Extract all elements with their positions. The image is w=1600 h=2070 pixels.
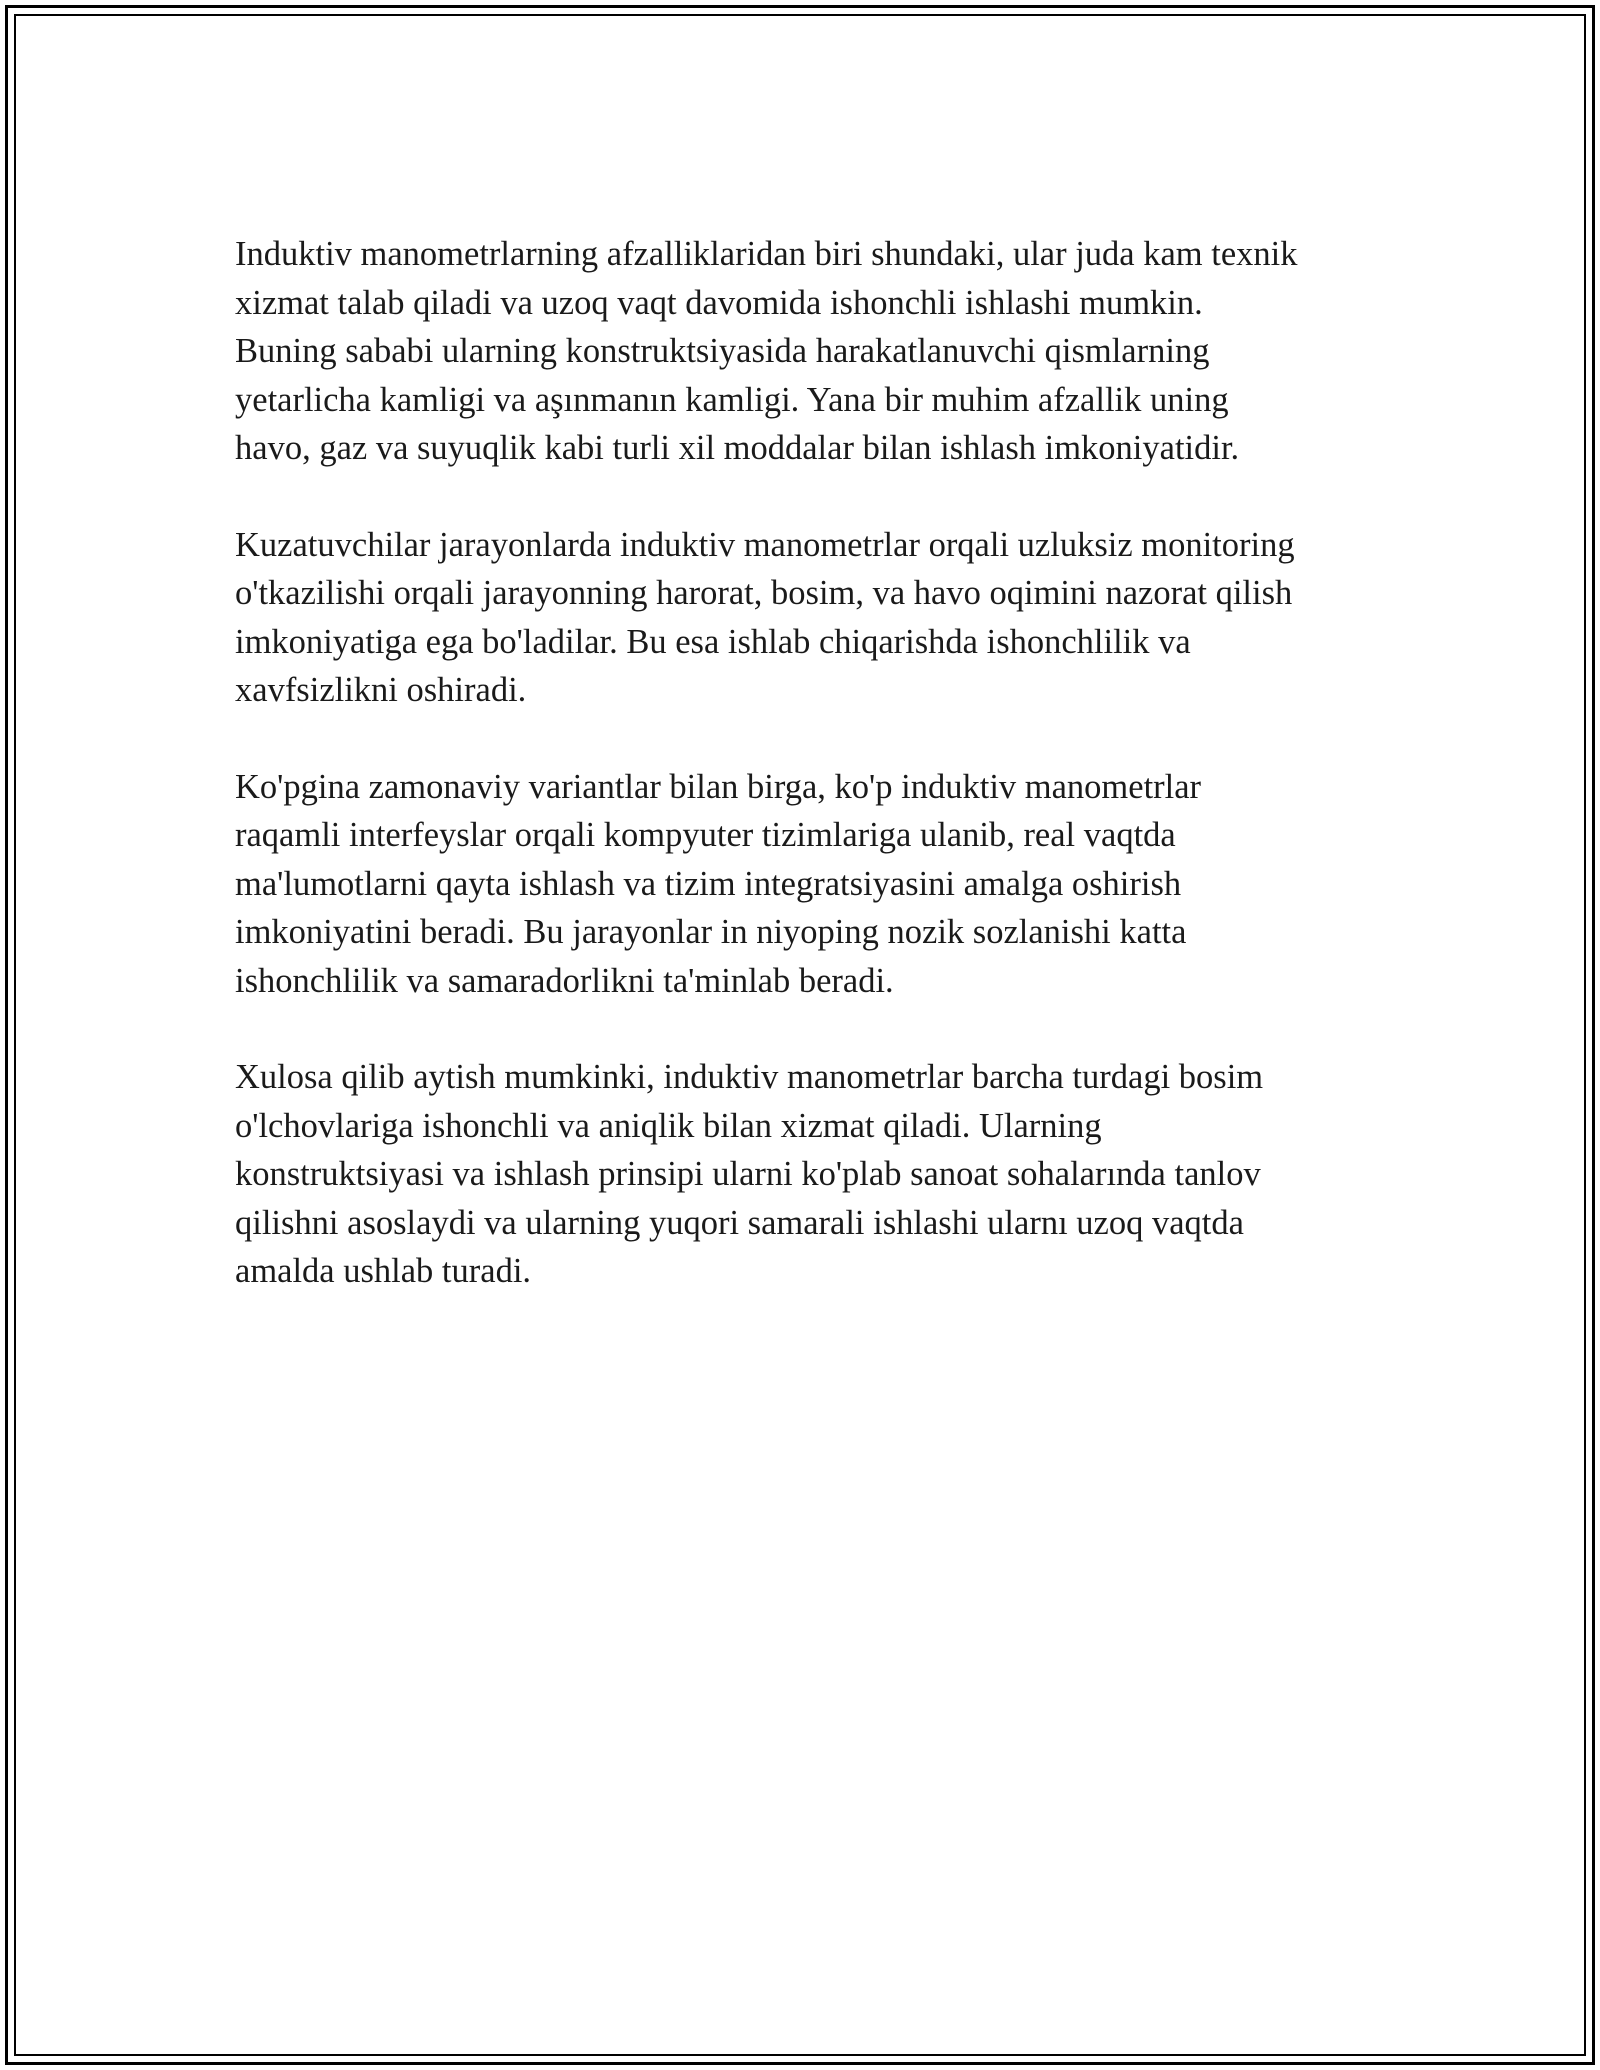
document-body [235, 230, 1395, 1344]
paragraph-advantages: Induktiv manometrlarning afzalliklaridan biri shundaki, ular juda kam texnik xizmat talab qiladi va uzoq vaqt davomida ishonchli ishlashi mumkin. Buning sababi ularning konstruktsiyasida harakatlanuvchi qismlarning yetarlicha kamligi va aşınmanın kamligi. Yana bir muhim afzallik uning havo, gaz va suyuqlik kabi turli xil moddalar bilan ishlash imkoniyatidir. [235, 235, 1298, 467]
paragraph-monitoring: Kuzatuvchilar jarayonlarda induktiv manometrlar orqali uzluksiz monitoring o'tkazilishi orqali jarayonning harorat, bosim, va havo oqimini nazorat qilish imkoniyatiga ega bo'ladilar. Bu esa ishlab chiqarishda ishonchlilik va xavfsizlikni oshiradi. [235, 525, 1295, 709]
paragraph-digital-interfaces: Ko'pgina zamonaviy variantlar bilan birga, ko'p induktiv manometrlar raqamli interfeyslar orqali kompyuter tizimlariga ulanib, real vaqtda ma'lumotlarni qayta ishlash va tizim integratsiyasini amalga oshirish imkoniyatini beradi. Bu jarayonlar in niyoping nozik sozlanishi katta ishonchlilik va samaradorlikni ta'minlab beradi. [235, 767, 1202, 1000]
paragraph-conclusion: Xulosa qilib aytish mumkinki, induktiv manometrlar barcha turdagi bosim o'lchovlariga ishonchli va aniqlik bilan xizmat qiladi. Ularning konstruktsiyasi va ishlash prinsipi ularni ko'plab sanoat sohalarında tanlov qilishni asoslaydi va ularning yuqori samarali ishlashi ularnı uzoq vaqtda amalda ushlab turadi. [235, 1058, 1264, 1290]
